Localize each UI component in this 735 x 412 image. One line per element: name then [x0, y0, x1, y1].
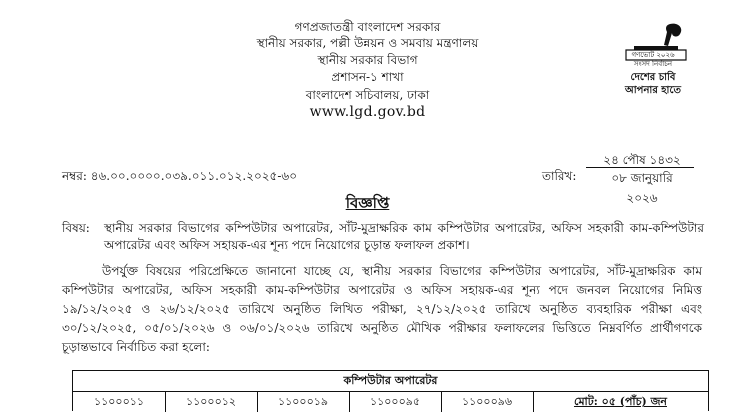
subject-label: বিষয়: — [62, 221, 90, 235]
body-paragraph: উপর্যুক্ত বিষয়ের পরিপ্রেক্ষিতে জানানো যাচ্ছে যে, স্থানীয় সরকার বিভাগের কম্পিউটার অপারেটর, সাঁট-মুদ্রাক্ষরিক কাম কম্পিউটার অপারেটর, অফিস সহকারী কাম-কম্পিউটার অপারেটর ও অফিস সহায়ক-এর শূন্য পদে জনবল নিয়োগের নিমিত্ত ১৯/১২/২০২৫ ও ২৬/১২/২০২৫ তারিখে অনুষ্ঠিত লিখিত পরীক্ষা, ২৭/১২/২০২৫ তারিখে অনুষ্ঠিত ব্যবহারিক পরীক্ষা এবং ৩০/১২/২০২৫, ০৫/০১/২০২৬ ও ০৬/০১/২০২৬ তারিখে অনুষ্ঠিত মৌখিক পরীক্ষার ফলাফলের ভিত্তিতে নিম্নবর্ণিত প্রার্থীগণকে চূড়ান্তভাবে নির্বাচিত করা হলো: — [62, 264, 702, 354]
header-website: www.lgd.gov.bd — [309, 104, 426, 120]
notice-title-text: বিজ্ঞপ্তি — [345, 194, 390, 212]
table-heading: কম্পিউটার অপারেটর — [73, 371, 708, 392]
logo-text-slogan-1: দেশের চাবি — [630, 72, 676, 83]
header-division: স্থানীয় সরকার বিভাগ — [317, 53, 418, 67]
logo-text-slogan-2: আপনার হাতে — [625, 85, 681, 96]
notice-title — [0, 192, 735, 217]
date-english: ০৮ জানুয়ারি ২০২৬ — [611, 171, 673, 205]
date-divider — [586, 167, 694, 168]
memo-number: নম্বর: ৪৬.০০.০০০০.০৩৯.০১১.০১২.২০২৫-৬০ — [62, 169, 297, 183]
date-bangla: ২৪ পৌষ ১৪৩২ — [603, 153, 681, 167]
roll-number-cell: ১১০০০১২ — [165, 392, 258, 412]
date-label: তারিখ: — [542, 169, 577, 183]
header-government: গণপ্রজাতন্ত্রী বাংলাদেশ সরকার — [294, 20, 441, 34]
header-branch: প্রশাসন-১ শাখা — [331, 70, 404, 84]
subject-text: স্থানীয় সরকার বিভাগের কম্পিউটার অপারেটর, সাঁট-মুদ্রাক্ষরিক কাম কম্পিউটার অপারেটর, অফিস সহকারী কাম-কম্পিউটার অপারেটর এবং অফিস সহায়ক-এর শূন্য পদে নিয়োগের চূড়ান্ত ফলাফল প্রকাশ। — [104, 221, 704, 252]
header-ministry: স্থানীয় সরকার, পল্লী উন্নয়ন ও সমবায় মন্ত্রণালয় — [256, 36, 479, 50]
roll-number-cell: ১১০০০৯৫ — [349, 392, 442, 412]
total-count-cell: মোট: ০৫ (পাঁচ) জন — [573, 395, 667, 408]
results-table — [72, 370, 709, 411]
logo-text-referendum: গণভোট ২০২৬ — [631, 51, 675, 59]
roll-number-cell: ১১০০০১৯ — [257, 392, 350, 412]
roll-number-cell: ১১০০০১১ — [73, 392, 166, 412]
logo-text-election: সংসদ নির্বাচন — [633, 60, 673, 68]
roll-number-cell: ১১০০০৯৬ — [441, 392, 534, 412]
table-row — [73, 392, 708, 412]
header-address: বাংলাদেশ সচিবালয়, ঢাকা — [305, 88, 430, 102]
